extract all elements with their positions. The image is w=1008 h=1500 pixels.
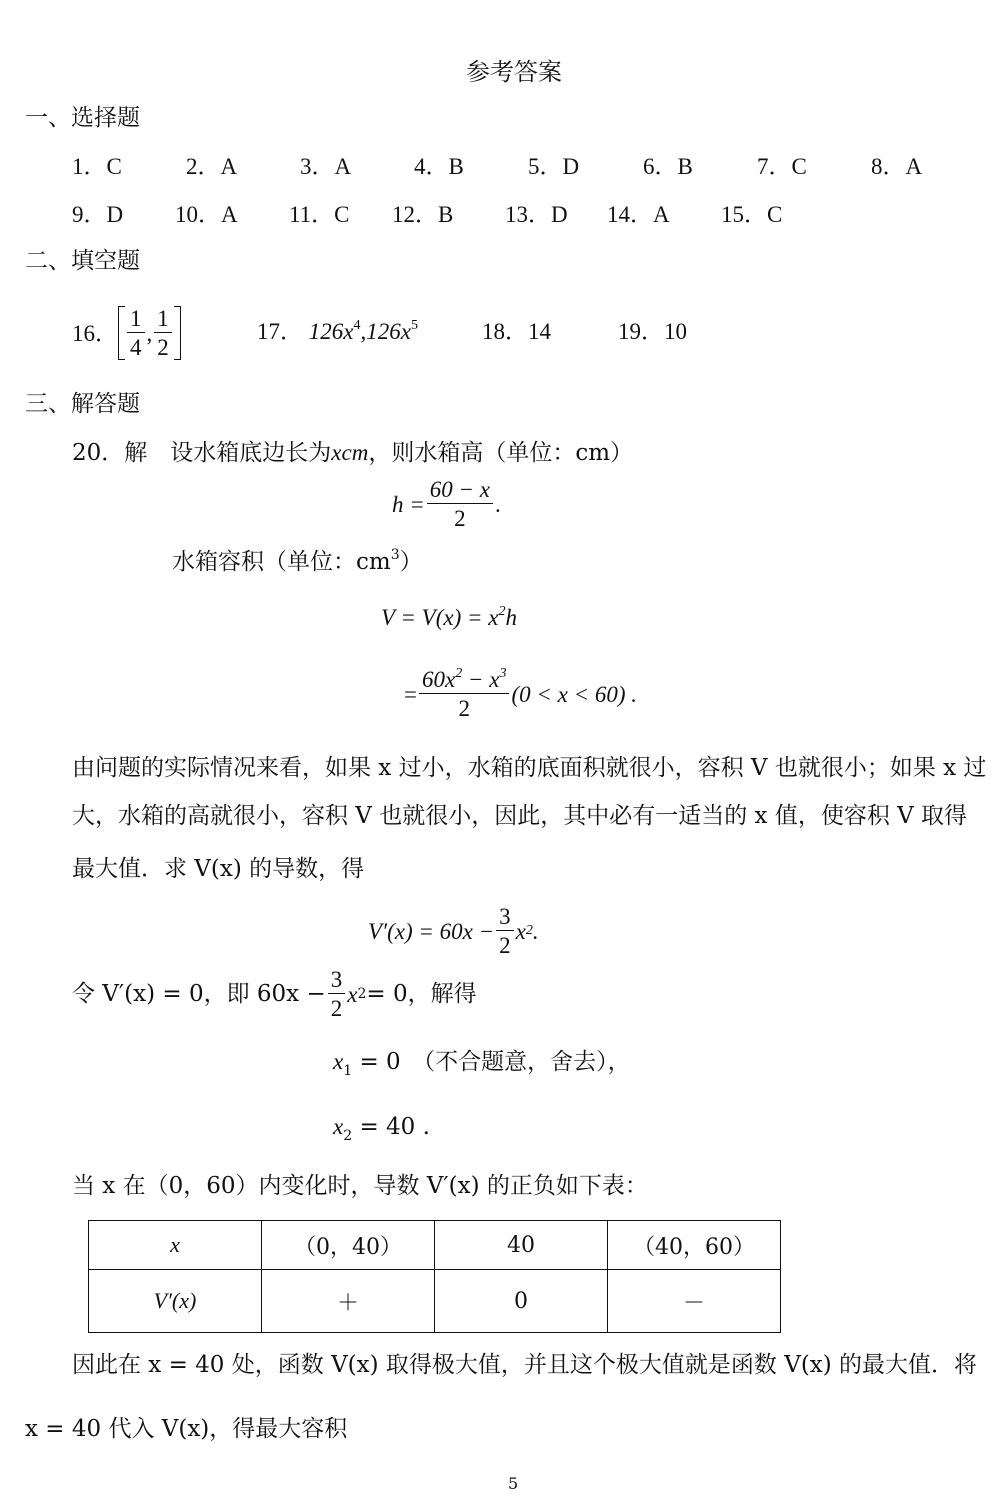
answer-16: 16． $\frac{1}{4}$ , $\frac{1}{2}$ — [72, 303, 181, 363]
section-heading-choice: 一、选择题 — [25, 105, 140, 131]
answer-item: 11．C — [289, 202, 350, 227]
answer-item: 5．D — [528, 154, 580, 179]
answer-item: 12．B — [392, 202, 454, 227]
equation-h — [392, 478, 501, 530]
denominator: 2 — [499, 933, 511, 958]
exponent: 4 — [353, 318, 361, 333]
answer-item: 4．B — [414, 154, 464, 179]
subscript: 1 — [343, 1063, 353, 1079]
page-number: 5 — [508, 1474, 519, 1493]
equals: = — [404, 681, 417, 707]
denominator: 2 — [330, 996, 343, 1021]
page-title: 参考答案 — [466, 58, 562, 86]
exponent: 2 — [498, 604, 506, 619]
table-cell: 40 — [435, 1221, 608, 1270]
text: 水箱容积（单位：cm — [172, 549, 391, 575]
answer-label: 16． — [72, 320, 118, 346]
lhs: V′(x) = 60x − — [368, 918, 495, 944]
table-row — [89, 1270, 781, 1333]
numerator: 3 — [328, 968, 346, 994]
answer-label: 17． — [257, 319, 303, 344]
answer-item: 1．C — [72, 154, 122, 179]
variable: x — [333, 1049, 344, 1074]
table-intro: 当 x 在（0，60）内变化时，导数 V′(x) 的正负如下表： — [72, 1173, 648, 1199]
fraction — [427, 478, 493, 530]
denominator: 4 — [130, 335, 142, 360]
fraction — [328, 968, 346, 1020]
paragraph-line: 大，水箱的高就很小，容积 V 也就很小，因此，其中必有一适当的 x 值，使容积 V 取得 — [72, 803, 968, 829]
lhs: h = — [392, 491, 425, 517]
table-cell: 0 — [435, 1270, 608, 1333]
expr: 126x — [366, 319, 411, 344]
fraction — [154, 307, 172, 359]
table-cell: （0，40） — [262, 1221, 435, 1270]
equation-set-zero: 令 V′(x) = 0，即 60x − $\frac{3}{2}$ x 2 = 0，解得 — [72, 967, 477, 1021]
q20-intro — [72, 441, 633, 465]
expr: x — [515, 918, 526, 944]
answer-18: 18．14 — [482, 319, 551, 344]
solution-x2 — [333, 1114, 430, 1144]
sign-table — [88, 1220, 781, 1333]
paragraph-line: 由问题的实际情况来看，如果 x 过小，水箱的底面积就很小，容积 V 也就很小；如果 x 过 — [72, 755, 987, 781]
numerator: $60x^2 - x^3$ — [419, 668, 509, 694]
solution-x1 — [333, 1049, 631, 1079]
numerator: 1 — [154, 307, 172, 333]
equation-derivative: V′(x) = 60x − $\frac{3}{2}$ x 2 . — [368, 904, 539, 958]
text: ，则水箱高（单位：cm） — [368, 440, 634, 466]
text: = 0，解得 — [366, 980, 477, 1007]
text: 令 V′(x) = 0，即 60x − — [72, 980, 326, 1007]
answer-item: 10．A — [175, 202, 238, 227]
left-bracket-icon — [118, 306, 125, 360]
variable: x — [333, 1114, 344, 1139]
fraction — [127, 307, 145, 359]
fraction — [496, 905, 514, 957]
paragraph-line: 最大值．求 V(x) 的导数，得 — [72, 856, 365, 882]
variable: xcm — [331, 440, 369, 465]
expr: x — [347, 981, 358, 1007]
exponent: 5 — [410, 318, 418, 333]
text: ） — [399, 549, 423, 575]
text: = 0 （不合题意，舍去）， — [352, 1049, 631, 1075]
separator: , — [360, 319, 367, 344]
expr: 126x — [308, 319, 354, 344]
paragraph-line: 因此在 x = 40 处，函数 V(x) 取得极大值，并且这个极大值就是函数 V(x) 的最大值．将 — [72, 1352, 978, 1378]
expr: h — [505, 605, 517, 630]
fraction — [419, 668, 509, 720]
answer-item: 7．C — [757, 154, 807, 179]
subscript: 2 — [343, 1128, 353, 1144]
answer-item: 6．B — [643, 154, 693, 179]
numerator: 60 − x — [427, 478, 493, 504]
table-row — [89, 1221, 781, 1270]
condition: (0 < x < 60) . — [511, 681, 638, 707]
exponent: 3 — [390, 547, 400, 563]
answer-item: 2．A — [186, 154, 238, 179]
denominator: 2 — [458, 696, 470, 721]
answer-item: 9．D — [72, 202, 124, 227]
answer-19: 19．10 — [618, 319, 687, 344]
section-heading-solution: 三、解答题 — [25, 391, 140, 417]
table-cell: （40，60） — [608, 1221, 781, 1270]
numerator: 3 — [496, 905, 514, 931]
paragraph-line: x = 40 代入 V(x)，得最大容积 — [25, 1416, 348, 1442]
answer-item: 14．A — [607, 202, 670, 227]
period: . — [495, 491, 501, 517]
answer-item: 15．C — [721, 202, 783, 227]
text: = 40 . — [352, 1114, 430, 1140]
answer-item: 3．A — [300, 154, 352, 179]
expr: V = V(x) = x — [381, 605, 499, 630]
section-heading-fill: 二、填空题 — [25, 248, 140, 274]
equation-volume-expanded — [404, 668, 637, 720]
table-cell: x — [89, 1221, 262, 1270]
period: . — [532, 918, 539, 944]
table-cell: V′(x) — [89, 1270, 262, 1333]
answer-17 — [257, 320, 418, 343]
table-cell: ＋ — [262, 1270, 435, 1333]
table-cell: － — [608, 1270, 781, 1333]
answer-item: 13．D — [505, 202, 568, 227]
text: 20．解 设水箱底边长为 — [72, 440, 332, 466]
equation-volume — [381, 606, 517, 629]
numerator: 1 — [127, 307, 145, 333]
denominator: 2 — [454, 506, 466, 531]
right-bracket-icon — [174, 306, 181, 360]
answer-item: 8．A — [871, 154, 923, 179]
denominator: 2 — [157, 335, 169, 360]
volume-label — [172, 547, 423, 575]
